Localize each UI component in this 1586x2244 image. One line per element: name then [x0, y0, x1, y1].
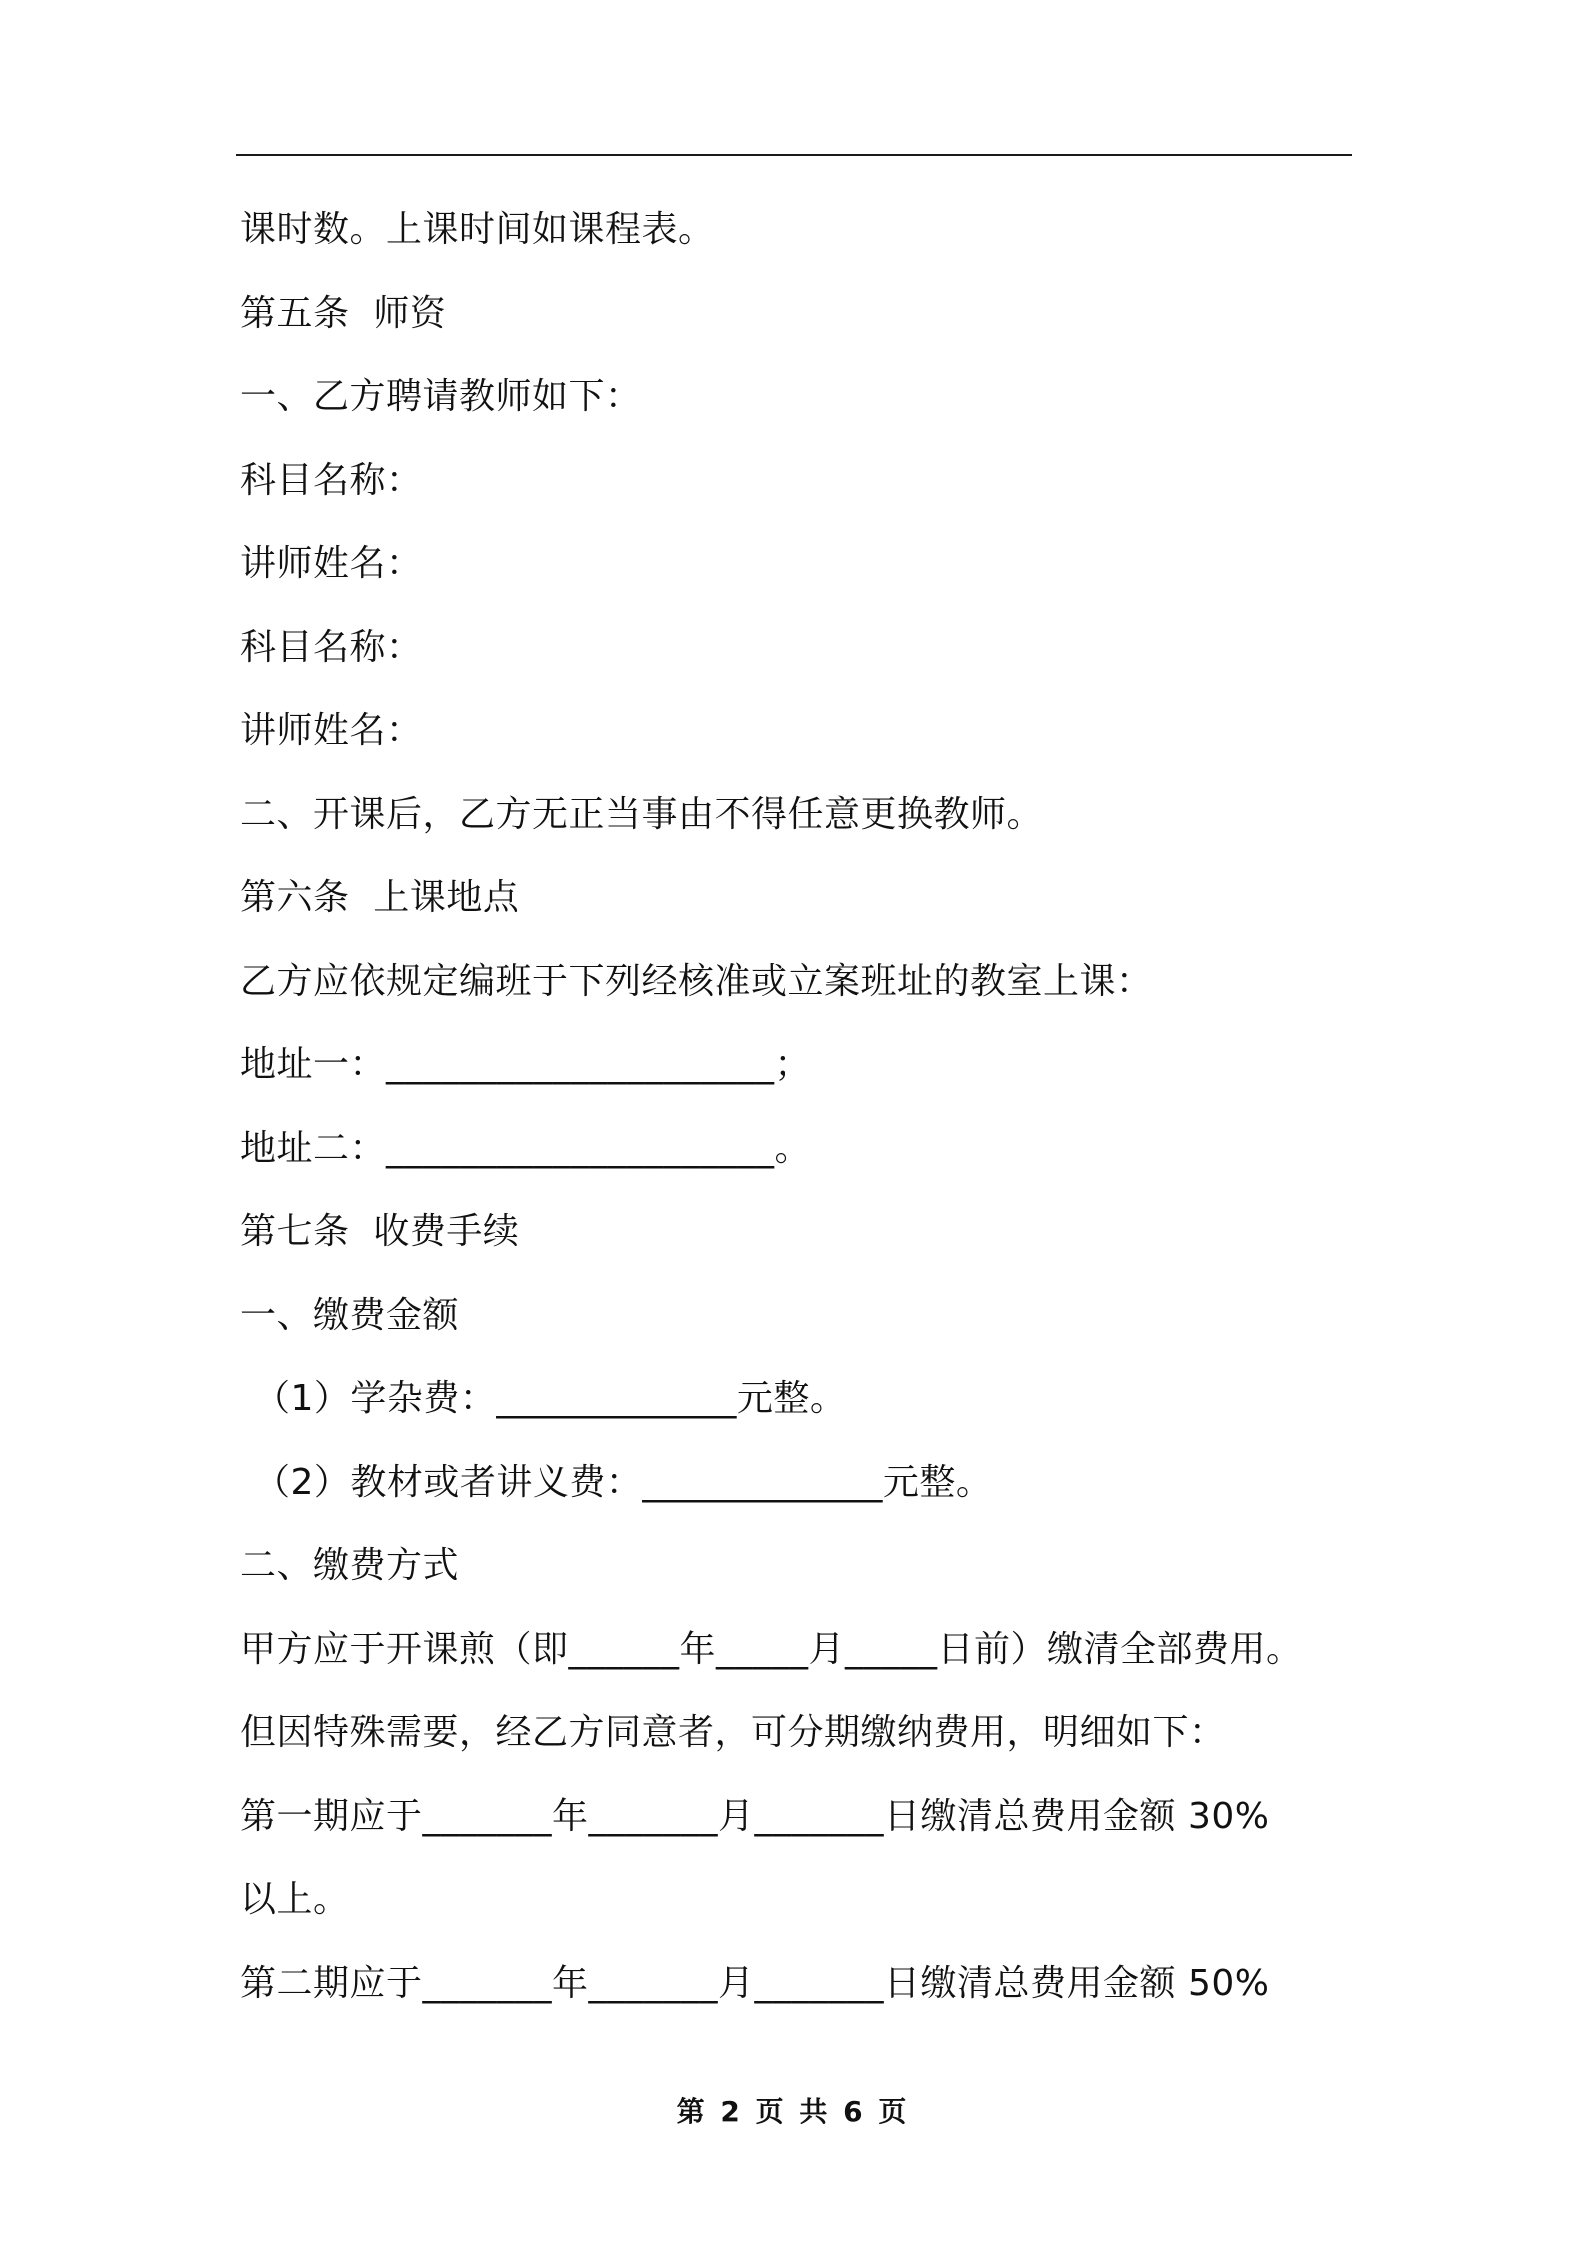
paragraph-line: 但因特殊需要，经乙方同意者，可分期缴纳费用，明细如下： — [240, 1712, 1226, 1753]
article-6-heading: 第六条 上课地点 — [240, 877, 520, 918]
teacher-name-field: 讲师姓名： — [240, 710, 423, 751]
paragraph-line: 甲方应于开课煎（即______年_____月_____日前）缴清全部费用。 — [240, 1628, 1303, 1670]
address-two-field: 地址二：_____________________。 — [240, 1127, 812, 1169]
paragraph-line: 一、乙方聘请教师如下： — [240, 376, 642, 417]
article-7-heading: 第七条 收费手续 — [240, 1211, 520, 1252]
address-one-field: 地址一：_____________________； — [240, 1044, 812, 1085]
page-number-footer: 第 2 页 共 6 页 — [676, 2095, 910, 2128]
teacher-name-field: 讲师姓名： — [240, 543, 423, 584]
paragraph-line: 一、缴费金额 — [240, 1294, 460, 1336]
article-5-heading: 第五条 师资 — [240, 292, 447, 334]
header-rule — [236, 154, 1352, 156]
paragraph-line: 以上。 — [240, 1879, 350, 1920]
paragraph-line: 二、缴费方式 — [240, 1545, 460, 1586]
tuition-fee-field: （1）学杂费：_____________元整。 — [254, 1378, 847, 1419]
paragraph-line: 乙方应依规定编班于下列经核准或立案班址的教室上课： — [240, 960, 1153, 1002]
materials-fee-field: （2）教材或者讲义费：_____________元整。 — [254, 1461, 993, 1503]
paragraph-line: 二、开课后，乙方无正当事由不得任意更换教师。 — [240, 793, 1044, 835]
installment-one-line: 第一期应于_______年_______月_______日缴清总费用金额 30% — [240, 1795, 1270, 1837]
paragraph-line: 课时数。上课时间如课程表。 — [240, 209, 715, 250]
document-body — [240, 198, 1360, 2035]
installment-two-line: 第二期应于_______年_______月_______日缴清总费用金额 50% — [240, 1962, 1270, 2004]
subject-name-field: 科目名称： — [240, 459, 423, 501]
subject-name-field: 科目名称： — [240, 626, 423, 668]
